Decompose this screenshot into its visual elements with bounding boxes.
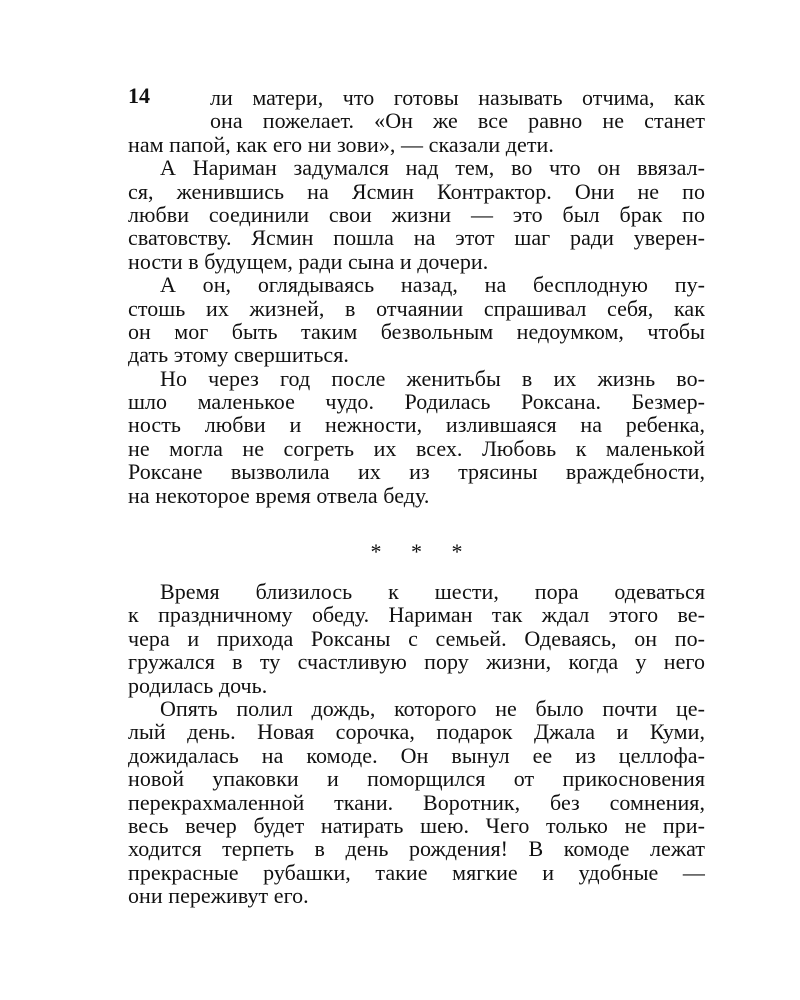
text-line: Но через год после женитьбы в их жизнь во- bbox=[160, 365, 705, 391]
text-line: он мог быть таким безвольным недоумком, чтобы bbox=[128, 318, 705, 344]
section-separator bbox=[128, 540, 705, 564]
text-line: на некоторое время отвела беду. bbox=[128, 482, 430, 508]
text-line: родилась дочь. bbox=[128, 672, 268, 698]
text-line: гружался в ту счастливую пору жизни, когда у него bbox=[128, 649, 705, 675]
page-number: 14 bbox=[128, 83, 150, 108]
text-line: А он, оглядываясь назад, на бесплодную пу- bbox=[160, 272, 705, 298]
text-line: А Нариман задумался над тем, во что он ввязал- bbox=[160, 155, 705, 181]
text-line: любви соединили свои жизни — это был брак по bbox=[128, 201, 705, 227]
text-line: шло маленькое чудо. Родилась Роксана. Безмер- bbox=[128, 389, 705, 415]
text-line: новой упаковки и поморщился от прикосновения bbox=[128, 766, 705, 792]
text-line: она пожелает. «Он же все равно не станет bbox=[210, 108, 705, 134]
text-line: чера и прихода Роксаны с семьей. Одеваясь, он по- bbox=[128, 625, 705, 651]
text-line: перекрахмаленной ткани. Воротник, без сомнения, bbox=[128, 789, 705, 815]
text-line: Опять полил дождь, которого не было почти це- bbox=[160, 695, 705, 721]
text-line: прекрасные рубашки, такие мягкие и удобные — bbox=[128, 859, 705, 885]
text-line: ли матери, что готовы называть отчима, как bbox=[210, 85, 705, 110]
text-line: ность любви и нежности, излившаяся на ребенка, bbox=[128, 412, 705, 438]
text-line: дожидалась на комоде. Он вынул ее из целлофа- bbox=[128, 742, 705, 768]
text-line: ходится терпеть в день рождения! В комоде лежат bbox=[128, 836, 705, 862]
text-line: лый день. Новая сорочка, подарок Джала и Куми, bbox=[128, 719, 705, 745]
text-line: ности в будущем, ради сына и дочери. bbox=[128, 248, 489, 274]
separator-asterisk: * bbox=[451, 539, 463, 564]
text-block-bottom bbox=[128, 580, 705, 907]
separator-asterisk: * bbox=[370, 539, 382, 564]
text-line: ся, женившись на Ясмин Контрактор. Они не по bbox=[128, 178, 705, 204]
text-line: не могла не согреть их всех. Любовь к маленькой bbox=[128, 435, 705, 461]
text-line: они переживут его. bbox=[128, 883, 309, 909]
text-block-top bbox=[128, 83, 705, 508]
text-line: Роксане вызволила их из трясины враждебности, bbox=[128, 459, 705, 485]
separator-asterisk: * bbox=[411, 539, 422, 564]
text-line: нам папой, как его ни зови», — сказали дети. bbox=[128, 131, 554, 157]
text-line: дать этому свершиться. bbox=[128, 342, 349, 368]
text-line: весь вечер будет натирать шею. Чего только не при- bbox=[128, 812, 705, 838]
text-line: сватовству. Ясмин пошла на этот шаг ради уверен- bbox=[128, 225, 705, 251]
text-line: Время близилось к шести, пора одеваться bbox=[160, 579, 705, 604]
text-line: к праздничному обеду. Нариман так ждал этого ве- bbox=[128, 602, 705, 628]
text-line: стошь их жизней, в отчаянии спрашивал себя, как bbox=[128, 295, 705, 321]
